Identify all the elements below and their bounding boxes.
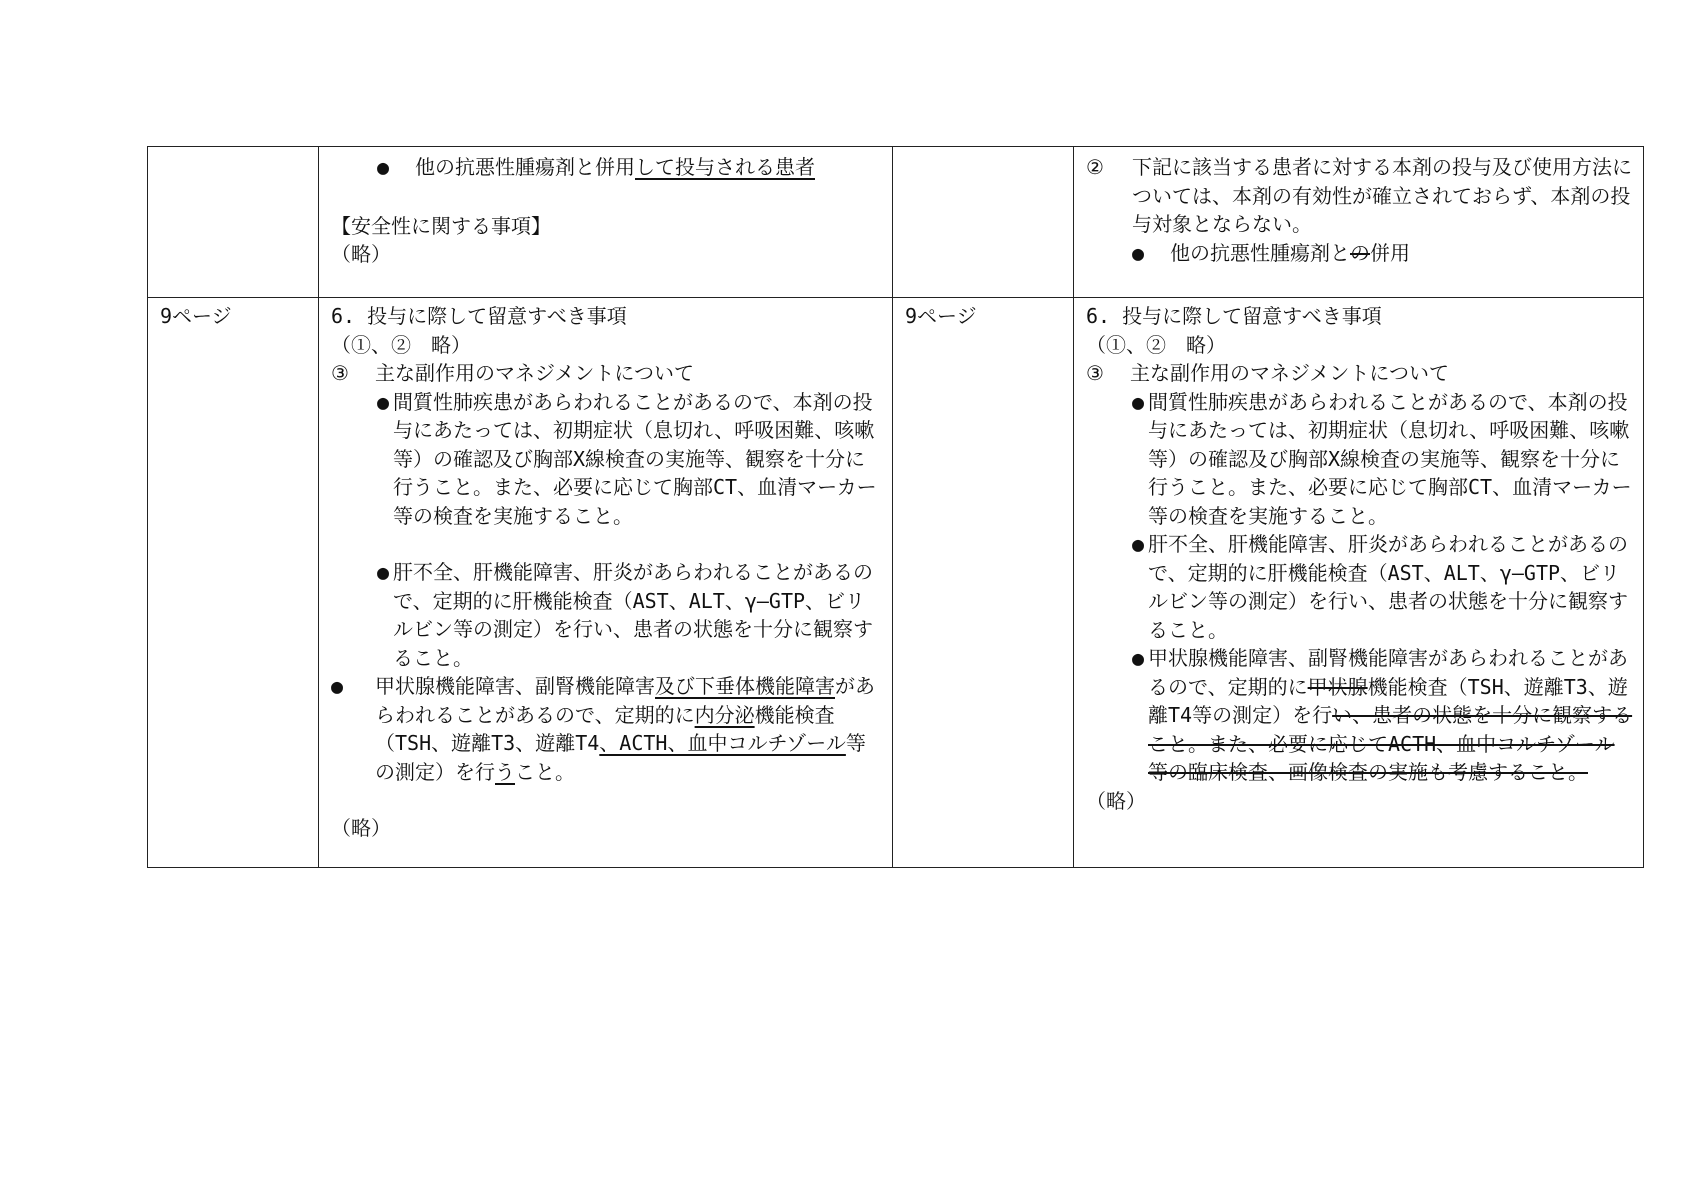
text-span: 他の抗悪性腫瘍剤と [1170,240,1350,265]
list-item [1086,239,1633,268]
bullet-text: 間質性肺疾患があらわれることがあるので、本剤の投与にあたっては、初期症状（息切れ、呼吸困難、咳嗽等）の確認及び胸部X線検査の実施等、観察を十分に行うこと。また、必要に応じて胸部CT、血清マーカー等の検査を実施すること。 [1148,389,1632,528]
bullet-text [415,153,882,182]
circled-number: ③ [331,361,349,385]
page-cell-left [148,147,319,298]
list-item [331,388,882,531]
section-title: 6. 投与に際して留意すべき事項 [1086,304,1382,328]
deleted-text: 甲状腺 [1307,674,1368,699]
text-span: 等の測定）を行 [375,731,866,784]
bullet-text [375,672,882,786]
text-span: 他の抗悪性腫瘍剤と併用 [415,155,635,179]
bullet-icon: ● [1132,532,1145,556]
page-cell-right [893,147,1074,298]
page-cell-right [893,298,1074,868]
list-item [1086,530,1633,644]
table-row [148,147,1644,298]
bullet-icon: ● [1132,389,1145,414]
circled-number: ③ [1086,361,1104,385]
bullet-icon: ● [331,674,344,698]
list-item [331,153,882,182]
list-item [1086,644,1633,787]
new-text-cell [319,298,893,868]
bullet-text [1170,239,1633,268]
added-text: して投与される患者 [635,155,815,179]
omitted-note: （略） [331,242,391,266]
list-item [1086,359,1633,388]
section-title: 6. 投与に際して留意すべき事項 [331,304,627,328]
omitted-note: （略） [331,816,391,840]
text-span: 甲状腺機能障害、副腎機能障害があらわれることがあるので、定期的に [1148,646,1628,699]
added-text: 内分泌 [694,702,755,727]
list-item [331,359,882,388]
omitted-note: （①、② 略） [331,332,471,357]
paragraph: 下記に該当する患者に対する本剤の投与及び使用方法については、本剤の有効性が確立されておらず、本剤の投与対象とならない。 [1132,155,1632,236]
item-title: 主な副作用のマネジメントについて [375,361,694,385]
added-text: 及び下垂体機能障害 [655,674,835,698]
page-cell-left [148,298,319,868]
bullet-text: 肝不全、肝機能障害、肝炎があらわれることがあるので、定期的に肝機能検査（AST、ALT、γ―GTP、ビリルビン等の測定）を行い、患者の状態を十分に観察すること。 [1148,532,1628,642]
old-text-cell [1074,147,1644,298]
item-title: 主な副作用のマネジメントについて [1130,361,1449,385]
deleted-text: い、患者の状態を十分に観察すること。また、必要に応じてACTH、血中コルチゾール等の臨床検査、画像検査の実施も考慮すること。 [1148,703,1633,784]
new-text-cell [319,147,893,298]
bullet-text: 肝不全、肝機能障害、肝炎があらわれることがあるので、定期的に肝機能検査（AST、ALT、γ―GTP、ビリルビン等の測定）を行い、患者の状態を十分に観察すること。 [393,560,873,670]
spacer [331,182,882,210]
table-row [148,298,1644,868]
page-label: 9ページ [160,304,232,328]
comparison-table [147,146,1644,868]
omitted-note: （①、② 略） [1086,332,1226,357]
list-item [1086,153,1633,239]
bullet-text: 間質性肺疾患があらわれることがあるので、本剤の投与にあたっては、初期症状（息切れ、呼吸困難、咳嗽等）の確認及び胸部X線検査の実施等、観察を十分に行うこと。また、必要に応じて胸部CT、血清マーカー等の検査を実施すること。 [393,389,877,528]
deleted-text: の [1350,240,1370,265]
list-item [331,672,882,786]
text-span: 併用 [1370,240,1410,265]
list-item [331,558,882,672]
text-span: 甲状腺機能障害、副腎機能障害 [375,674,655,698]
bullet-icon: ● [377,560,390,584]
bullet-icon: ● [377,155,390,179]
bullet-text [1148,644,1633,787]
bullet-icon: ● [377,389,390,414]
text-span: こと。 [515,759,575,784]
text-span: 機能検査（TSH、遊離T3、遊離T4 [375,702,835,755]
list-item [1086,388,1633,531]
text-span: 機能検査（TSH、遊離T3、遊離T4等の測定）を行 [1148,674,1628,727]
added-text: う [495,759,515,784]
spacer [331,786,882,814]
omitted-note: （略） [1086,788,1146,813]
bullet-icon: ● [1132,646,1145,670]
page-label: 9ページ [905,304,977,328]
safety-heading: 【安全性に関する事項】 [331,213,551,238]
bullet-icon: ● [1132,240,1145,265]
circled-number: ② [1086,155,1104,179]
text-span: があらわれることがあるので、定期的に [375,674,875,727]
old-text-cell [1074,298,1644,868]
spacer [331,530,882,558]
added-text: 、ACTH、血中コルチゾール [599,731,846,755]
